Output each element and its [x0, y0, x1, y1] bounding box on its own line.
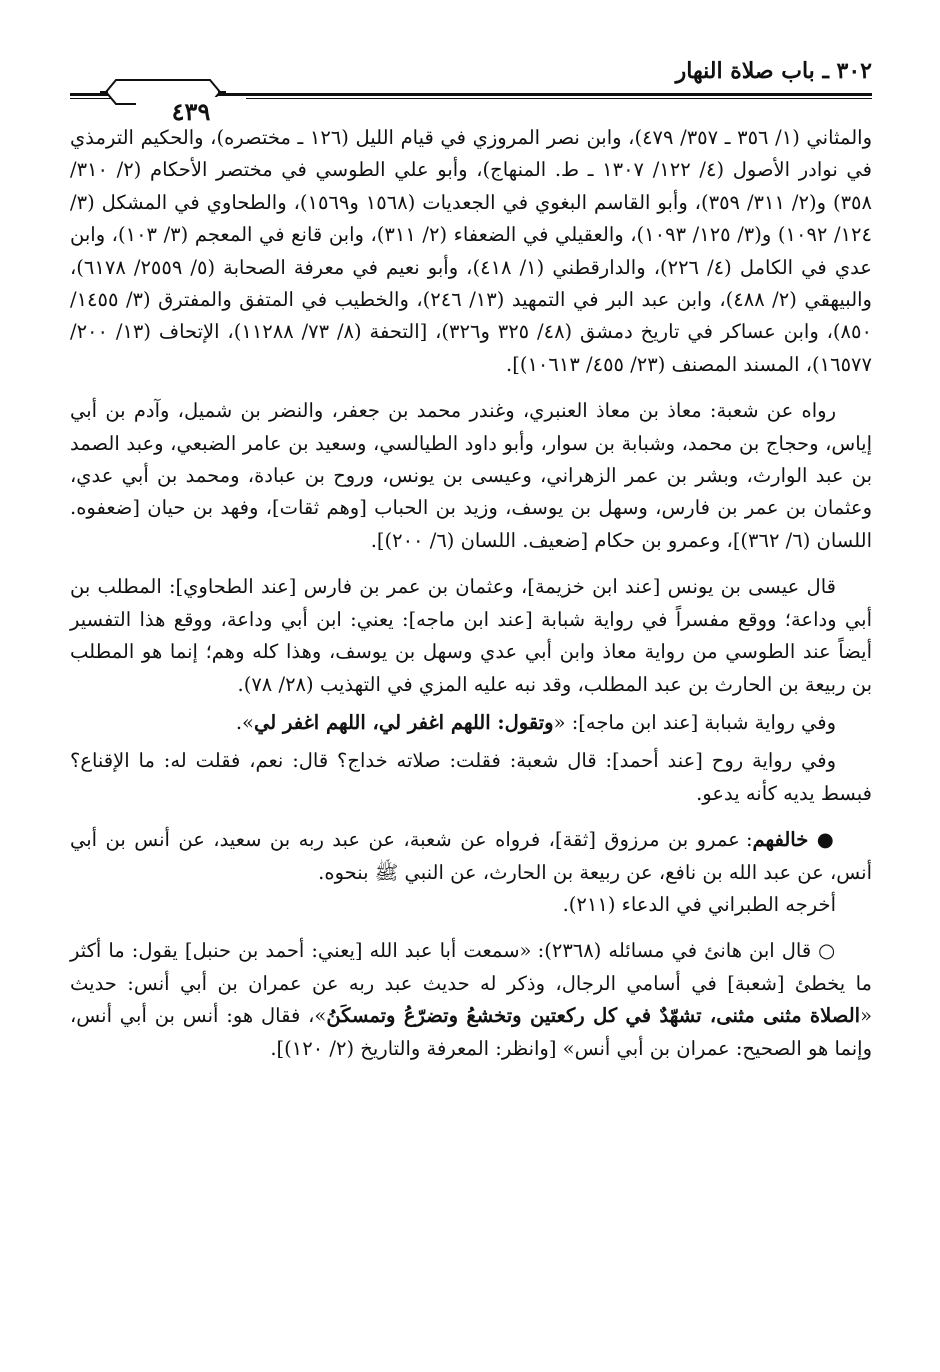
paragraph-note-isa: قال عيسى بن يونس [عند ابن خزيمة]، وعثمان بن عمر بن فارس [عند الطحاوي]: المطلب بن أبي وداعة؛ ووقع مفسراً في رواية شبابة [عند ابن ماجه]: يعني: ابن أبي وداعة، ووقع هذا التفسير أيضاً عند الطوسي من رواية معاذ وابن أبي عدي وسهل بن يوسف، وهذا كله وهم؛ إنما هو المطلب بن ربيعة بن الحارث بن عبد المطلب، وقد نبه عليه المزي في التهذيب (٢٨/ ٧٨).	[70, 575, 872, 696]
running-title: ٣٠٢ ـ باب صلاة النهار	[675, 58, 872, 84]
paragraph-narrators: رواه عن شعبة: معاذ بن معاذ العنبري، وغندر محمد بن جعفر، والنضر بن شميل، وآدم بن أبي إياس، وحجاج بن محمد، وشبابة بن سوار، وأبو داود الطيالسي، وسعيد بن عامر الضبعي، وعبد الصمد بن عبد الوارث، وبشر بن عمر الزهراني، وعيسى بن يونس، وروح بن عبادة، ومحمد بن أبي عدي، وعثمان بن عمر بن فارس، وسهل بن يوسف، وزيد بن الحباب [وهم ثقات]، وفهد بن حيان [ضعفوه. اللسان (٦/ ٣٦٢)]، وعمرو بن حكام [ضعيف. اللسان (٦/ ٢٠٠)].	[70, 399, 872, 552]
hadith-quote: وتقول: اللهم اغفر لي، اللهم اغفر لي	[253, 710, 554, 734]
text-tail: »، فقال هو: أنس بن أبي أنس، وإنما هو الصحيح: عمران بن أبي أنس» [وانظر: المعرفة والتاريخ (٢/ ١٢٠)].	[70, 1004, 872, 1060]
paragraph-ibn-hani	[70, 935, 872, 1065]
page-body	[70, 122, 872, 1065]
page-number-frame	[98, 72, 228, 126]
paragraph-dissent	[70, 824, 872, 889]
paragraph-shababa-version	[70, 707, 872, 739]
dissent-text: : عمرو بن مرزوق [ثقة]، فرواه عن شعبة، عن عبد ربه بن سعيد، عن أنس بن أبي أنس، عن عبد الله بن نافع، عن ربيعة بن الحارث، عن النبي ﷺ بنحوه.	[70, 828, 872, 884]
hadith-quote: الصلاة مثنى مثنى، تشهّدٌ في كل ركعتين وتخشعُ وتضرّعُ وتمسكَنُ	[326, 1004, 861, 1028]
text-tail: ».	[235, 710, 254, 734]
paragraph-tabarani: أخرجه الطبراني في الدعاء (٢١١).	[562, 892, 836, 916]
text-lead: قال ابن هانئ في مسائله (٢٣٦٨): «سمعت أبا عبد الله [يعني: أحمد بن حنبل] يقول: ما أكثر ما يخطئ [شعبة] في أسامي الرجال، وذكر له حديث عبد ربه عن عمران بن أبي أنس: حديث «	[70, 939, 872, 1028]
page-number: ٤٣٩	[136, 97, 246, 126]
text-lead: وفي رواية شبابة [عند ابن ماجه]: «	[553, 710, 836, 734]
page-header	[70, 50, 872, 126]
circle-marker: ○	[818, 939, 836, 963]
paragraph-rawh-version: وفي رواية روح [عند أحمد]: قال شعبة: فقلت: صلاته خداج؟ قال: نعم، فقلت له: ما الإقناع؟ فبسط يديه كأنه يدعو.	[70, 749, 872, 805]
bullet-marker: ●	[816, 828, 836, 852]
paragraph-references: والمثاني (١/ ٣٥٦ ـ ٣٥٧/ ٤٧٩)، وابن نصر المروزي في قيام الليل (١٢٦ ـ مختصره)، والحكيم الترمذي في نوادر الأصول (٤/ ١٢٢/ ١٣٠٧ ـ ط. المنهاج)، وأبو علي الطوسي في مختصر الأحكام (٢/ ٣١٠/ ٣٥٨) و(٢/ ٣١١/ ٣٥٩)، وأبو القاسم البغوي في الجعديات (١٥٦٨ و١٥٦٩)، والطحاوي في المشكل (٣/ ١٢٤/ ١٠٩٢) و(٣/ ١٢٥/ ١٠٩٣)، والعقيلي في الضعفاء (٢/ ٣١١)، وابن قانع في المعجم (٣/ ١٠٣)، وابن عدي في الكامل (٤/ ٢٢٦)، والدارقطني (١/ ٤١٨)، وأبو نعيم في معرفة الصحابة (٥/ ٢٥٥٩/ ٦١٧٨)، والبيهقي (٢/ ٤٨٨)، وابن عبد البر في التمهيد (١٣/ ٢٤٦)، والخطيب في المتفق والمفترق (٣/ ١٤٥٥/ ٨٥٠)، وابن عساكر في تاريخ دمشق (٤٨/ ٣٢٥ و٣٢٦)، [التحفة (٨/ ٧٣/ ١١٢٨٨)، الإتحاف (١٣/ ٢٠٠/ ١٦٥٧٧)، المسند المصنف (٢٣/ ٤٥٥/ ١٠٦١٣)].	[70, 126, 872, 376]
dissent-heading: خالفهم	[752, 828, 809, 852]
